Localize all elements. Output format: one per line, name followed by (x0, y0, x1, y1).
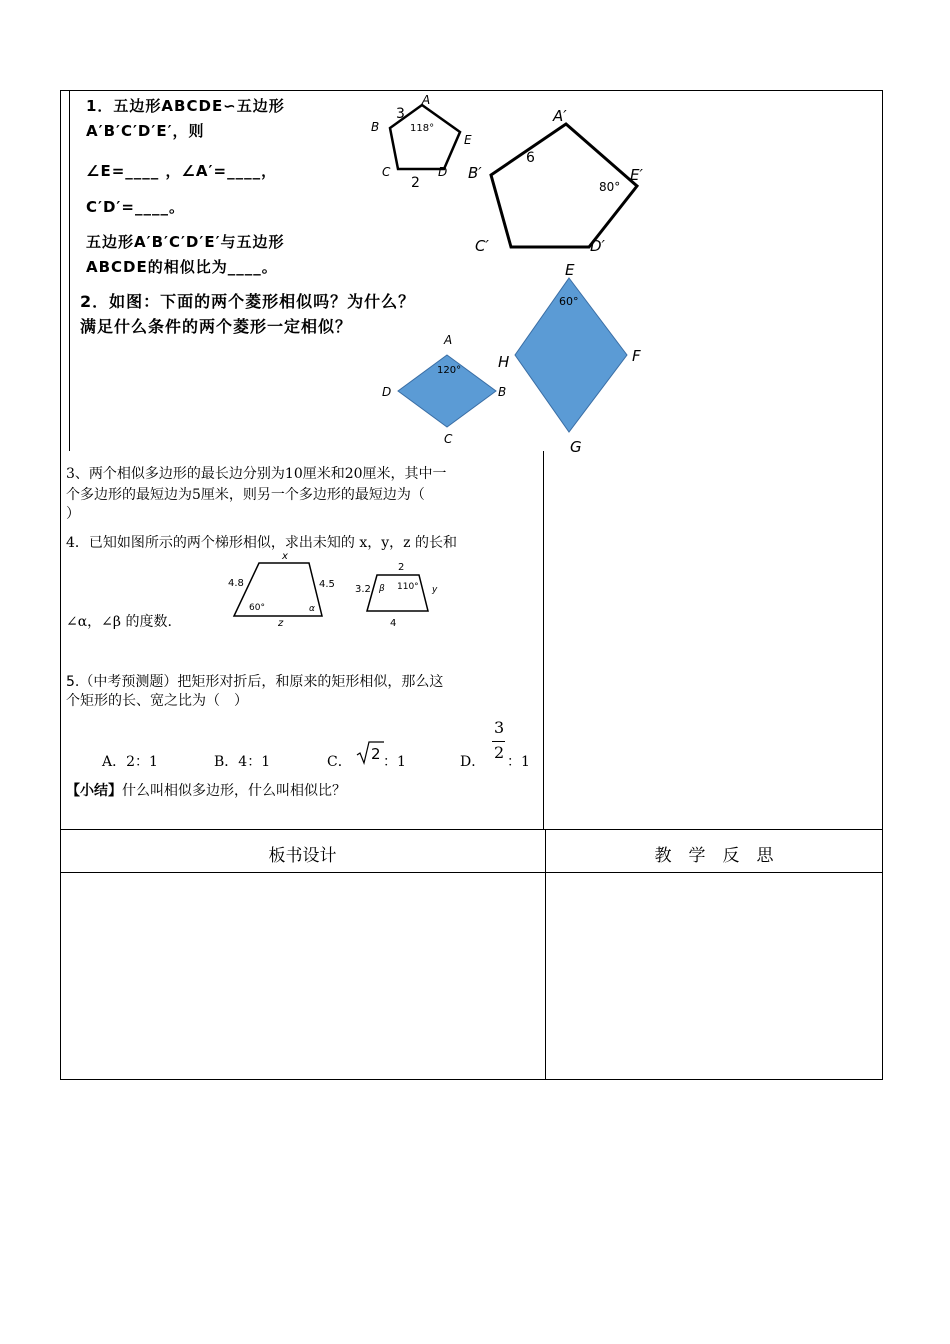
table-bottom-border (60, 1079, 883, 1080)
rhombus-label-e: E (565, 261, 575, 279)
fraction-bar (492, 741, 505, 742)
q5-line1 (66, 672, 443, 693)
q5-number: 5. (66, 674, 80, 690)
summary-tag: 【小结】 (66, 783, 122, 799)
rhombus-label-g: G (570, 438, 582, 456)
trap2-angle-right: 110° (397, 582, 419, 592)
large-label-e: E′ (630, 166, 643, 184)
q5-option-c-radicand: 2 (371, 745, 381, 763)
right-trapezoid-figure (352, 558, 452, 630)
q4-line1: 4．已知如图所示的两个梯形相似，求出未知的 x，y，z 的长和 (66, 535, 457, 551)
q2-line2: 满足什么条件的两个菱形一定相似？ (80, 317, 353, 336)
trap1-bottom: z (278, 618, 284, 628)
q5-line1-text: （中考预测题）把矩形对折后，和原来的矩形相似，那么这 (79, 674, 444, 690)
summary-text: 什么叫相似多边形，什么叫相似比？ (122, 783, 346, 799)
trap2-angle-left: β (379, 584, 385, 594)
q3-line2: 个多边形的最短边为5厘米，则另一个多边形的最短边为（ (66, 487, 425, 503)
q4-line2: ∠α，∠β 的度数. (66, 614, 172, 630)
q5-option-d: D． (460, 754, 486, 770)
q5-option-c (327, 752, 352, 773)
q1-line4: C′D′=____。 (86, 198, 185, 216)
large-label-a: A′ (553, 107, 567, 125)
trap2-right: y (432, 585, 438, 595)
q3-line3: ） (66, 506, 80, 522)
q1-line1: 1．五边形ABCDE∽五边形 (86, 97, 285, 115)
small-label-b: B (371, 120, 380, 134)
q5-option-c-suffix: ：1 (383, 754, 406, 770)
table-right-border (882, 90, 883, 1080)
right-trapezoid (367, 575, 428, 611)
teaching-reflection-header: 教 学 反 思 (654, 846, 774, 866)
board-design-header: 板书设计 (268, 846, 337, 866)
rhombus-label-c: C (444, 432, 453, 446)
q5-option-d-denominator: 2 (494, 743, 505, 762)
large-rhombus-figure (495, 260, 655, 460)
trap2-bottom: 4 (390, 618, 397, 629)
trap1-left: 4.8 (228, 578, 244, 589)
small-rhombus-figure (375, 330, 515, 450)
trap2-left: 3.2 (355, 584, 371, 595)
trap1-angle-left: 60° (249, 603, 265, 613)
large-label-c: C′ (475, 237, 489, 255)
small-label-e: E (464, 133, 472, 147)
q5-option-d-suffix: ：1 (507, 754, 530, 770)
small-side-ab: 3 (396, 106, 405, 122)
rhombus-angle-e: 60° (559, 295, 579, 308)
large-label-b: B′ (468, 164, 482, 182)
large-side-ab: 6 (526, 150, 535, 166)
q5-option-d-numerator: 3 (494, 718, 505, 737)
large-pentagon-figure (465, 100, 655, 260)
rhombus-label-a: A (444, 333, 453, 347)
mid-divider (543, 451, 544, 829)
q1-line2: A′B′C′D′E′，则 (86, 122, 205, 140)
small-label-d: D (438, 165, 448, 179)
rhombus-label-h: H (498, 353, 510, 371)
left-trapezoid-figure (225, 548, 345, 628)
q3-line1: 3、两个相似多边形的最长边分别为10厘米和20厘米，其中一 (66, 466, 447, 482)
q2-line1: 2．如图：下面的两个菱形相似吗？为什么？ (80, 292, 416, 311)
large-angle-e: 80° (599, 180, 621, 194)
summary-line (66, 781, 346, 802)
small-label-c: C (382, 165, 391, 179)
table-left-border (60, 90, 61, 1080)
small-angle-a: 118° (410, 123, 435, 134)
q5-option-a: A．2：1 (102, 754, 158, 770)
row-divider-1 (60, 829, 883, 830)
rhombus-label-f: F (632, 347, 641, 365)
small-label-a: A (422, 93, 431, 107)
trap1-angle-right: α (309, 604, 315, 614)
q1-line6: ABCDE的相似比为____。 (86, 258, 278, 276)
sqrt-sign (356, 738, 386, 768)
q5-option-b: B．4：1 (214, 754, 271, 770)
q1-line5: 五边形A′B′C′D′E′与五边形 (86, 233, 285, 251)
q5-option-c-prefix: C． (327, 754, 352, 770)
inner-left-border (69, 91, 70, 451)
rhombus-label-b: B (498, 385, 507, 399)
rhombus-angle-a: 120° (437, 365, 462, 376)
row-divider-2 (60, 872, 883, 873)
trap1-right: 4.5 (319, 579, 335, 590)
large-label-d: D′ (590, 237, 605, 255)
rhombus-label-d: D (382, 385, 392, 399)
trap2-top: 2 (398, 562, 405, 573)
footer-col-divider (545, 829, 546, 1080)
q5-line2: 个矩形的长、宽之比为（ ） (66, 693, 248, 709)
trap1-top: x (282, 551, 288, 562)
small-side-cd: 2 (411, 175, 420, 190)
q1-line3: ∠E=____ ，∠A′=____， (86, 162, 278, 180)
